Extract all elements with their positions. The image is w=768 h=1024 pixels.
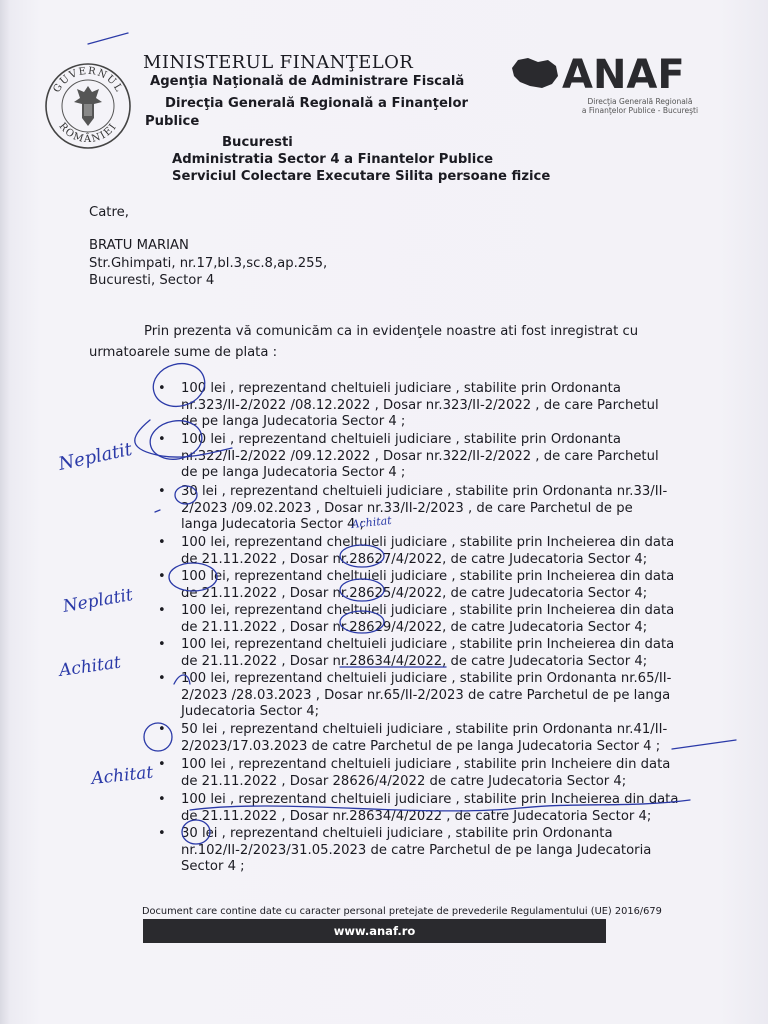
directorate-line2: Publice: [145, 114, 200, 129]
payment-item: [158, 792, 721, 825]
item-line: Sector 4 ;: [181, 859, 245, 874]
handwritten-note: Achitat: [57, 652, 123, 681]
payment-item: [158, 757, 721, 790]
bullet: •: [158, 484, 166, 499]
item-line: 100 lei , reprezentand cheltuieli judiciare , stabilite prin Ordonanta: [181, 432, 621, 447]
payment-item: [158, 637, 721, 670]
handwritten-note: Achitat: [350, 513, 393, 531]
romania-map-icon: [512, 58, 558, 88]
bullet: •: [158, 432, 166, 447]
logo-subtitle-line1: Direcţia Generală Regională: [587, 97, 693, 106]
item-line: 2/2023 /09.02.2023 , Dosar nr.33/II-2/2023 , de care Parchetul de pe: [181, 500, 633, 516]
logo-subtitle: [560, 97, 720, 115]
pen-stroke: [88, 33, 128, 44]
service-name: Serviciul Colectare Executare Silita persoane fizice: [172, 169, 551, 184]
item-line: nr.323/II-2/2022 /08.12.2022 , Dosar nr.323/II-2/2022 , de care Parchetul: [181, 397, 659, 413]
bullet: •: [158, 637, 166, 652]
government-seal: [44, 62, 132, 150]
payment-item: [158, 722, 721, 755]
recipient-address-line1: Str.Ghimpati, nr.17,bl.3,sc.8,ap.255,: [89, 256, 328, 271]
administration-name: Administratia Sector 4 a Finantelor Publice: [172, 152, 494, 167]
bullet: •: [158, 826, 166, 841]
item-line: 100 lei, reprezentand cheltuieli judiciare , stabilite prin Incheierea din data: [181, 603, 675, 618]
item-line: de 21.11.2022 , Dosar nr.28625/4/2022, de catre Judecatoria Sector 4;: [181, 585, 648, 601]
recipient-name: BRATU MARIAN: [89, 238, 189, 253]
item-line: 2/2023 /28.03.2023 , Dosar nr.65/II-2/2023 de catre Parchetul de pe langa: [181, 687, 671, 703]
recipient-address-line2: Bucuresti, Sector 4: [89, 273, 215, 288]
payment-item: [158, 569, 721, 602]
bullet: •: [158, 535, 166, 550]
item-line: nr.322/II-2/2022 /09.12.2022 , Dosar nr.322/II-2/2022 , de care Parchetul: [181, 448, 659, 464]
item-line: 100 lei, reprezentand cheltuieli judiciare , stabilite prin Incheierea din data: [181, 535, 675, 550]
seal-top-text: GUVERNUL: [51, 65, 125, 95]
item-line: 100 lei, reprezentand cheltuieli judiciare , stabilite prin Ordonanta nr.65/II-: [181, 671, 672, 686]
handwritten-note: Achitat: [90, 762, 155, 789]
bullet: •: [158, 722, 166, 737]
intro-line1: Prin prezenta vă comunicăm ca in evidenţele noastre ati fost inregistrat cu: [144, 324, 639, 339]
handwritten-note: Neplatit: [61, 584, 135, 617]
salutation: Catre,: [89, 205, 129, 220]
item-line: 100 lei, reprezentand cheltuieli judiciare , stabilite prin Incheierea din data: [181, 637, 675, 652]
city-name: Bucuresti: [222, 135, 293, 150]
item-line: Judecatoria Sector 4;: [181, 704, 320, 719]
anaf-logo-text: ANAF: [562, 52, 685, 98]
intro-line2: urmatoarele sume de plata :: [89, 345, 278, 360]
payment-item: [158, 381, 721, 431]
payment-item: [158, 484, 721, 534]
item-line: de 21.11.2022 , Dosar nr.28627/4/2022, de catre Judecatoria Sector 4;: [181, 551, 648, 567]
payment-item: [158, 535, 721, 568]
item-line: de 21.11.2022 , Dosar nr.28629/4/2022, de catre Judecatoria Sector 4;: [181, 619, 648, 635]
bullet: •: [158, 671, 166, 686]
bullet: •: [158, 792, 166, 807]
payment-item: [158, 826, 721, 876]
payment-item: [158, 671, 721, 721]
item-line: de pe langa Judecatoria Sector 4 ;: [181, 465, 406, 480]
seal-bottom-text: ROMÂNIEI: [56, 120, 120, 146]
item-line: 100 lei , reprezentand cheltuieli judiciare , stabilite prin Incheierea din data: [181, 792, 679, 807]
logo-subtitle-line2: a Finanţelor Publice - Bucureşti: [581, 106, 699, 115]
directorate-line1: Direcţia Generală Regională a Finanţelor: [165, 96, 469, 111]
anaf-logo: [508, 48, 728, 98]
bullet: •: [158, 569, 166, 584]
item-line: 100 lei , reprezentand cheltuieli judiciare , stabilite prin Incheiere din data: [181, 757, 671, 772]
item-line: 2/2023/17.03.2023 de catre Parchetul de pe langa Judecatoria Sector 4 ;: [181, 738, 661, 754]
item-line: 100 lei, reprezentand cheltuieli judiciare , stabilite prin Incheierea din data: [181, 569, 675, 584]
item-line: nr.102/II-2/2023/31.05.2023 de catre Parchetul de pe langa Judecatoria: [181, 842, 652, 858]
item-line: de 21.11.2022 , Dosar nr.28634/4/2022 , de catre Judecatoria Sector 4;: [181, 808, 652, 824]
item-line: 100 lei , reprezentand cheltuieli judiciare , stabilite prin Ordonanta: [181, 381, 621, 396]
item-line: 30 lei , reprezentand cheltuieli judiciare , stabilite prin Ordonanta nr.33/II-: [181, 484, 668, 499]
item-line: 50 lei , reprezentand cheltuieli judiciare , stabilite prin Ordonanta nr.41/II-: [181, 722, 668, 737]
item-line: de 21.11.2022 , Dosar 28626/4/2022 de catre Judecatoria Sector 4;: [181, 773, 627, 789]
bullet: •: [158, 603, 166, 618]
data-protection-note: Document care contine date cu caracter personal pretejate de prevederile Regulamentului (UE) 2016/679: [142, 906, 662, 917]
payment-item: [158, 603, 721, 636]
agency-name: Agenţia Naţională de Administrare Fiscală: [150, 74, 465, 89]
item-line: de pe langa Judecatoria Sector 4 ;: [181, 414, 406, 429]
pen-stroke: [155, 510, 160, 512]
handwritten-note: Neplatit: [56, 438, 135, 475]
footer-website: www.anaf.ro: [143, 919, 606, 943]
item-line: de 21.11.2022 , Dosar nr.28634/4/2022, de catre Judecatoria Sector 4;: [181, 653, 648, 669]
payment-item: [158, 432, 721, 482]
item-line: 30 lei , reprezentand cheltuieli judiciare , stabilite prin Ordonanta: [181, 826, 613, 841]
ministry-title: MINISTERUL FINANŢELOR: [143, 52, 414, 73]
bullet: •: [158, 757, 166, 772]
bullet: •: [158, 381, 166, 396]
item-line: langa Judecatoria Sector 4 ;: [181, 517, 365, 532]
